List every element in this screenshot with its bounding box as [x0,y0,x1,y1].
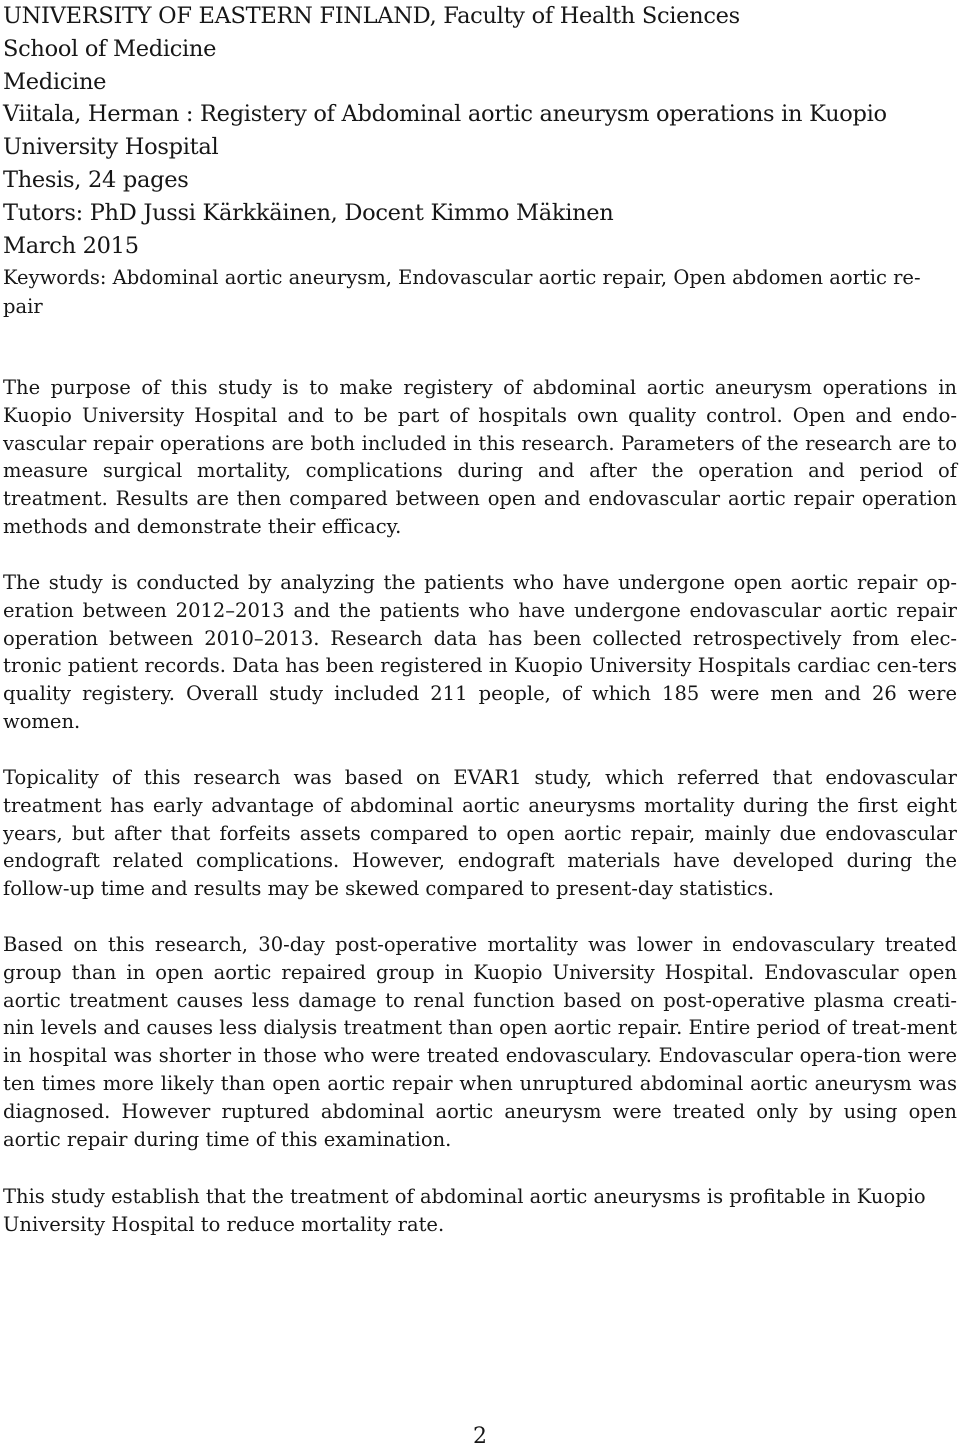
abstract-paragraph-purpose [3,374,957,541]
abstract-paragraph-conclusion [3,1183,957,1239]
paragraph-text: The study is conducted by analyzing the patients who have undergone open aortic repair op-eration between 2012–2013 and the patients who have undergone endovascular aortic repair operation between 2010–2013. Research data has been collected retrospectively from elec-tronic patient records. Data has been registered in Kuopio University Hospitals cardiac cen-ters quality registery. Overall study included 211 people, of which 185 were men and 26 were women. [3,571,957,733]
abstract-paragraph-results [3,931,957,1153]
header-line-author-title: Viitala, Herman : Registery of Abdominal aortic aneurysm operations in Kuopio [3,101,887,128]
header-line-tutors: Tutors: PhD Jussi Kärkkäinen, Docent Kimmo Mäkinen [3,199,614,226]
abstract-paragraph-topicality [3,764,957,903]
keywords [3,264,957,321]
paragraph-text: Based on this research, 30-day post-operative mortality was lower in endovasculary treated group than in open aortic repaired group in Kuopio University Hospital. Endovascular open aortic treatment causes less damage to renal function based on post-operative plasma creati-nin levels and causes less dialysis treatment than open aortic repair. Entire period of treat-ment in hospital was shorter in those who were treated endovasculary. Endovascular opera-tion were ten times more likely than open aortic repair when unruptured abdominal aortic aneurysm was diagnosed. However ruptured abdominal aortic aneurysm were treated only by using open aortic repair during time of this examination. [3,933,957,1151]
header-line-date: March 2015 [3,232,139,259]
header-line-program: Medicine [3,68,107,95]
keywords-text: Keywords: Abdominal aortic aneurysm, Endovascular aortic repair, Open abdomen aortic re-pair [3,266,921,318]
header-line-title-continued: University Hospital [3,134,219,161]
page-number: 2 [473,1424,487,1449]
thesis-header [3,0,953,262]
header-line-thesis-pages: Thesis, 24 pages [3,166,189,193]
abstract-paragraph-methods [3,569,957,736]
paragraph-text: This study establish that the treatment of abdominal aortic aneurysms is profitable in Kuopio University Hospital to reduce mortality rate. [3,1185,926,1236]
header-line-university: UNIVERSITY OF EASTERN FINLAND, Faculty of Health Sciences [3,3,740,29]
paragraph-text: Topicality of this research was based on EVAR1 study, which referred that endovascular treatment has early advantage of abdominal aortic aneurysms mortality during the first eight years, but after that forfeits assets compared to open aortic repair, mainly due endovascular endograft related complications. However, endograft materials have developed during the follow-up time and results may be skewed compared to present-day statistics. [3,766,957,901]
header-line-school: School of Medicine [3,35,217,62]
paragraph-text: The purpose of this study is to make registery of abdominal aortic aneurysm operations in Kuopio University Hospital and to be part of hospitals own quality control. Open and endo-vascular repair operations are both included in this research. Parameters of the research are to measure surgical mortality, complications during and after the operation and period of treatment. Results are then compared between open and endovascular aortic repair operation methods and demonstrate their efficacy. [3,376,957,538]
